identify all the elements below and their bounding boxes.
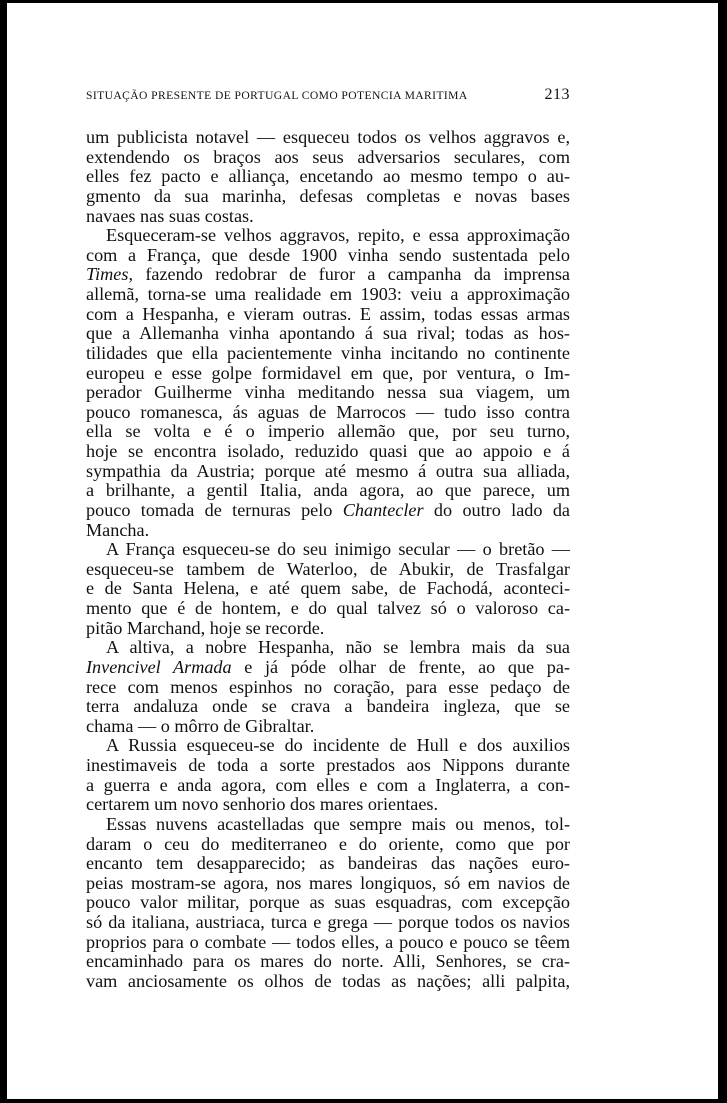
book-page xyxy=(86,86,570,992)
text-line: com a Hespanha, e vieram outras. E assim, todas essas armas xyxy=(86,303,570,324)
text-line: Times, fazendo redobrar de furor a campanha da imprensa xyxy=(86,264,570,285)
text-line: terra andaluza onde se crava a bandeira ingleza, que se xyxy=(86,696,570,717)
text-line: a brilhante, a gentil Italia, anda agora, ao que parece, um xyxy=(86,480,570,501)
text-line: mento que é de hontem, e do qual talvez só o valoroso ca- xyxy=(86,598,570,618)
text-line: gmento da sua marinha, defesas completas e novas bases xyxy=(86,185,570,206)
text-line: daram o ceu do mediterraneo e do oriente, como que por xyxy=(86,833,570,854)
italic-title: Times, xyxy=(86,264,133,285)
text-line: A Russia esqueceu-se do incidente de Hull e dos auxilios xyxy=(106,735,570,756)
text-line: pouco valor militar, porque as suas esquadras, com excepção xyxy=(86,892,570,913)
text-line: a guerra e anda agora, com elles e com a Inglaterra, a con- xyxy=(86,774,570,795)
text-line: pouco romanesca, ás aguas de Marrocos — tudo isso contra xyxy=(86,401,570,422)
text-line: encanto tem desapparecido; as bandeiras das nações euro- xyxy=(86,853,570,874)
text-line: esqueceu-se tambem de Waterloo, de Abukir, de Trasfalgar xyxy=(86,558,570,579)
text-line: com a França, que desde 1900 vinha sendo sustentada pelo xyxy=(86,244,570,265)
text-line: só da italiana, austriaca, turca e grega — porque todos os navios xyxy=(86,912,570,932)
text-line: pitão Marchand, hoje se recorde. xyxy=(86,617,325,638)
text-line: Invencivel Armada e já póde olhar de frente, ao que pa- xyxy=(86,656,570,677)
text-line: rece com menos espinhos no coração, para esse pedaço de xyxy=(86,676,570,697)
text-line: A França esqueceu-se do seu inimigo secular — o bretão — xyxy=(106,539,570,560)
text-line: Esqueceram-se velhos aggravos, repito, e essa approximação xyxy=(106,225,570,246)
text-line: certarem um novo senhorio dos mares orientaes. xyxy=(86,794,439,815)
running-header xyxy=(86,86,570,112)
text-line: um publicista notavel — esqueceu todos os velhos aggravos e, xyxy=(86,127,570,147)
text-line: que a Allemanha vinha apontando á sua rival; todas as hos- xyxy=(86,323,570,344)
text-line: Mancha. xyxy=(86,519,150,540)
scan-border-left xyxy=(0,0,7,1103)
text-line: encaminhado para os mares do norte. Alli, Senhores, se cra- xyxy=(86,951,570,972)
text-line: e de Santa Helena, e até quem sabe, de Fachodá, aconteci- xyxy=(86,578,570,599)
scan-border-right xyxy=(718,0,727,1103)
scan-border-top xyxy=(0,0,727,3)
text-line: chama — o môrro de Gibraltar. xyxy=(86,715,315,736)
text-line: hoje se encontra isolado, reduzido quasi que ao appoio e á xyxy=(86,441,570,461)
paragraph xyxy=(86,128,570,226)
text-line: Essas nuvens acastelladas que sempre mais ou menos, tol- xyxy=(106,813,570,834)
text-line: europeu e esse golpe formidavel em que, por ventura, o Im- xyxy=(86,362,570,383)
text-line: allemã, torna-se uma realidade em 1903: veiu a approximação xyxy=(86,284,570,304)
paragraph xyxy=(86,638,570,736)
text-line: extendendo os braços aos seus adversarios seculares, com xyxy=(86,146,570,167)
text-line: vam anciosamente os olhos de todas as nações; alli palpita, xyxy=(86,970,570,991)
running-title: SITUAÇÃO PRESENTE DE PORTUGAL COMO POTENCIA MARITIMA xyxy=(86,89,468,102)
paragraph xyxy=(86,226,570,540)
text-line: navaes nas suas costas. xyxy=(86,205,254,226)
text-line: tilidades que ella pacientemente vinha incitando no continente xyxy=(86,342,570,363)
italic-title: Invencivel Armada xyxy=(86,656,232,677)
text-line: sympathia da Austria; porque até mesmo á outra sua alliada, xyxy=(86,460,570,481)
text-line: pouco tomada de ternuras pelo Chantecler do outro lado da xyxy=(86,499,570,520)
body-text xyxy=(86,128,570,992)
paragraph xyxy=(86,540,570,638)
text-line: peias mostram-se agora, nos mares longiquos, só em navios de xyxy=(86,872,570,893)
scan-border-bottom xyxy=(0,1099,727,1103)
page-number: 213 xyxy=(544,86,570,103)
paragraph xyxy=(86,815,570,992)
text-line: A altiva, a nobre Hespanha, não se lembra mais da sua xyxy=(106,637,570,658)
text-line: elles fez pacto e alliança, encetando ao mesmo tempo o au- xyxy=(86,166,570,187)
text-line: ella se volta e é o imperio allemão que, por seu turno, xyxy=(86,421,570,442)
text-line: perador Guilherme vinha meditando nessa sua viagem, um xyxy=(86,382,570,403)
text-line: proprios para o combate — todos elles, a pouco e pouco se têem xyxy=(86,931,570,952)
text-line: inestimaveis de toda a sorte prestados aos Nippons durante xyxy=(86,755,570,775)
paragraph xyxy=(86,736,570,815)
italic-title: Chantecler xyxy=(342,499,424,520)
